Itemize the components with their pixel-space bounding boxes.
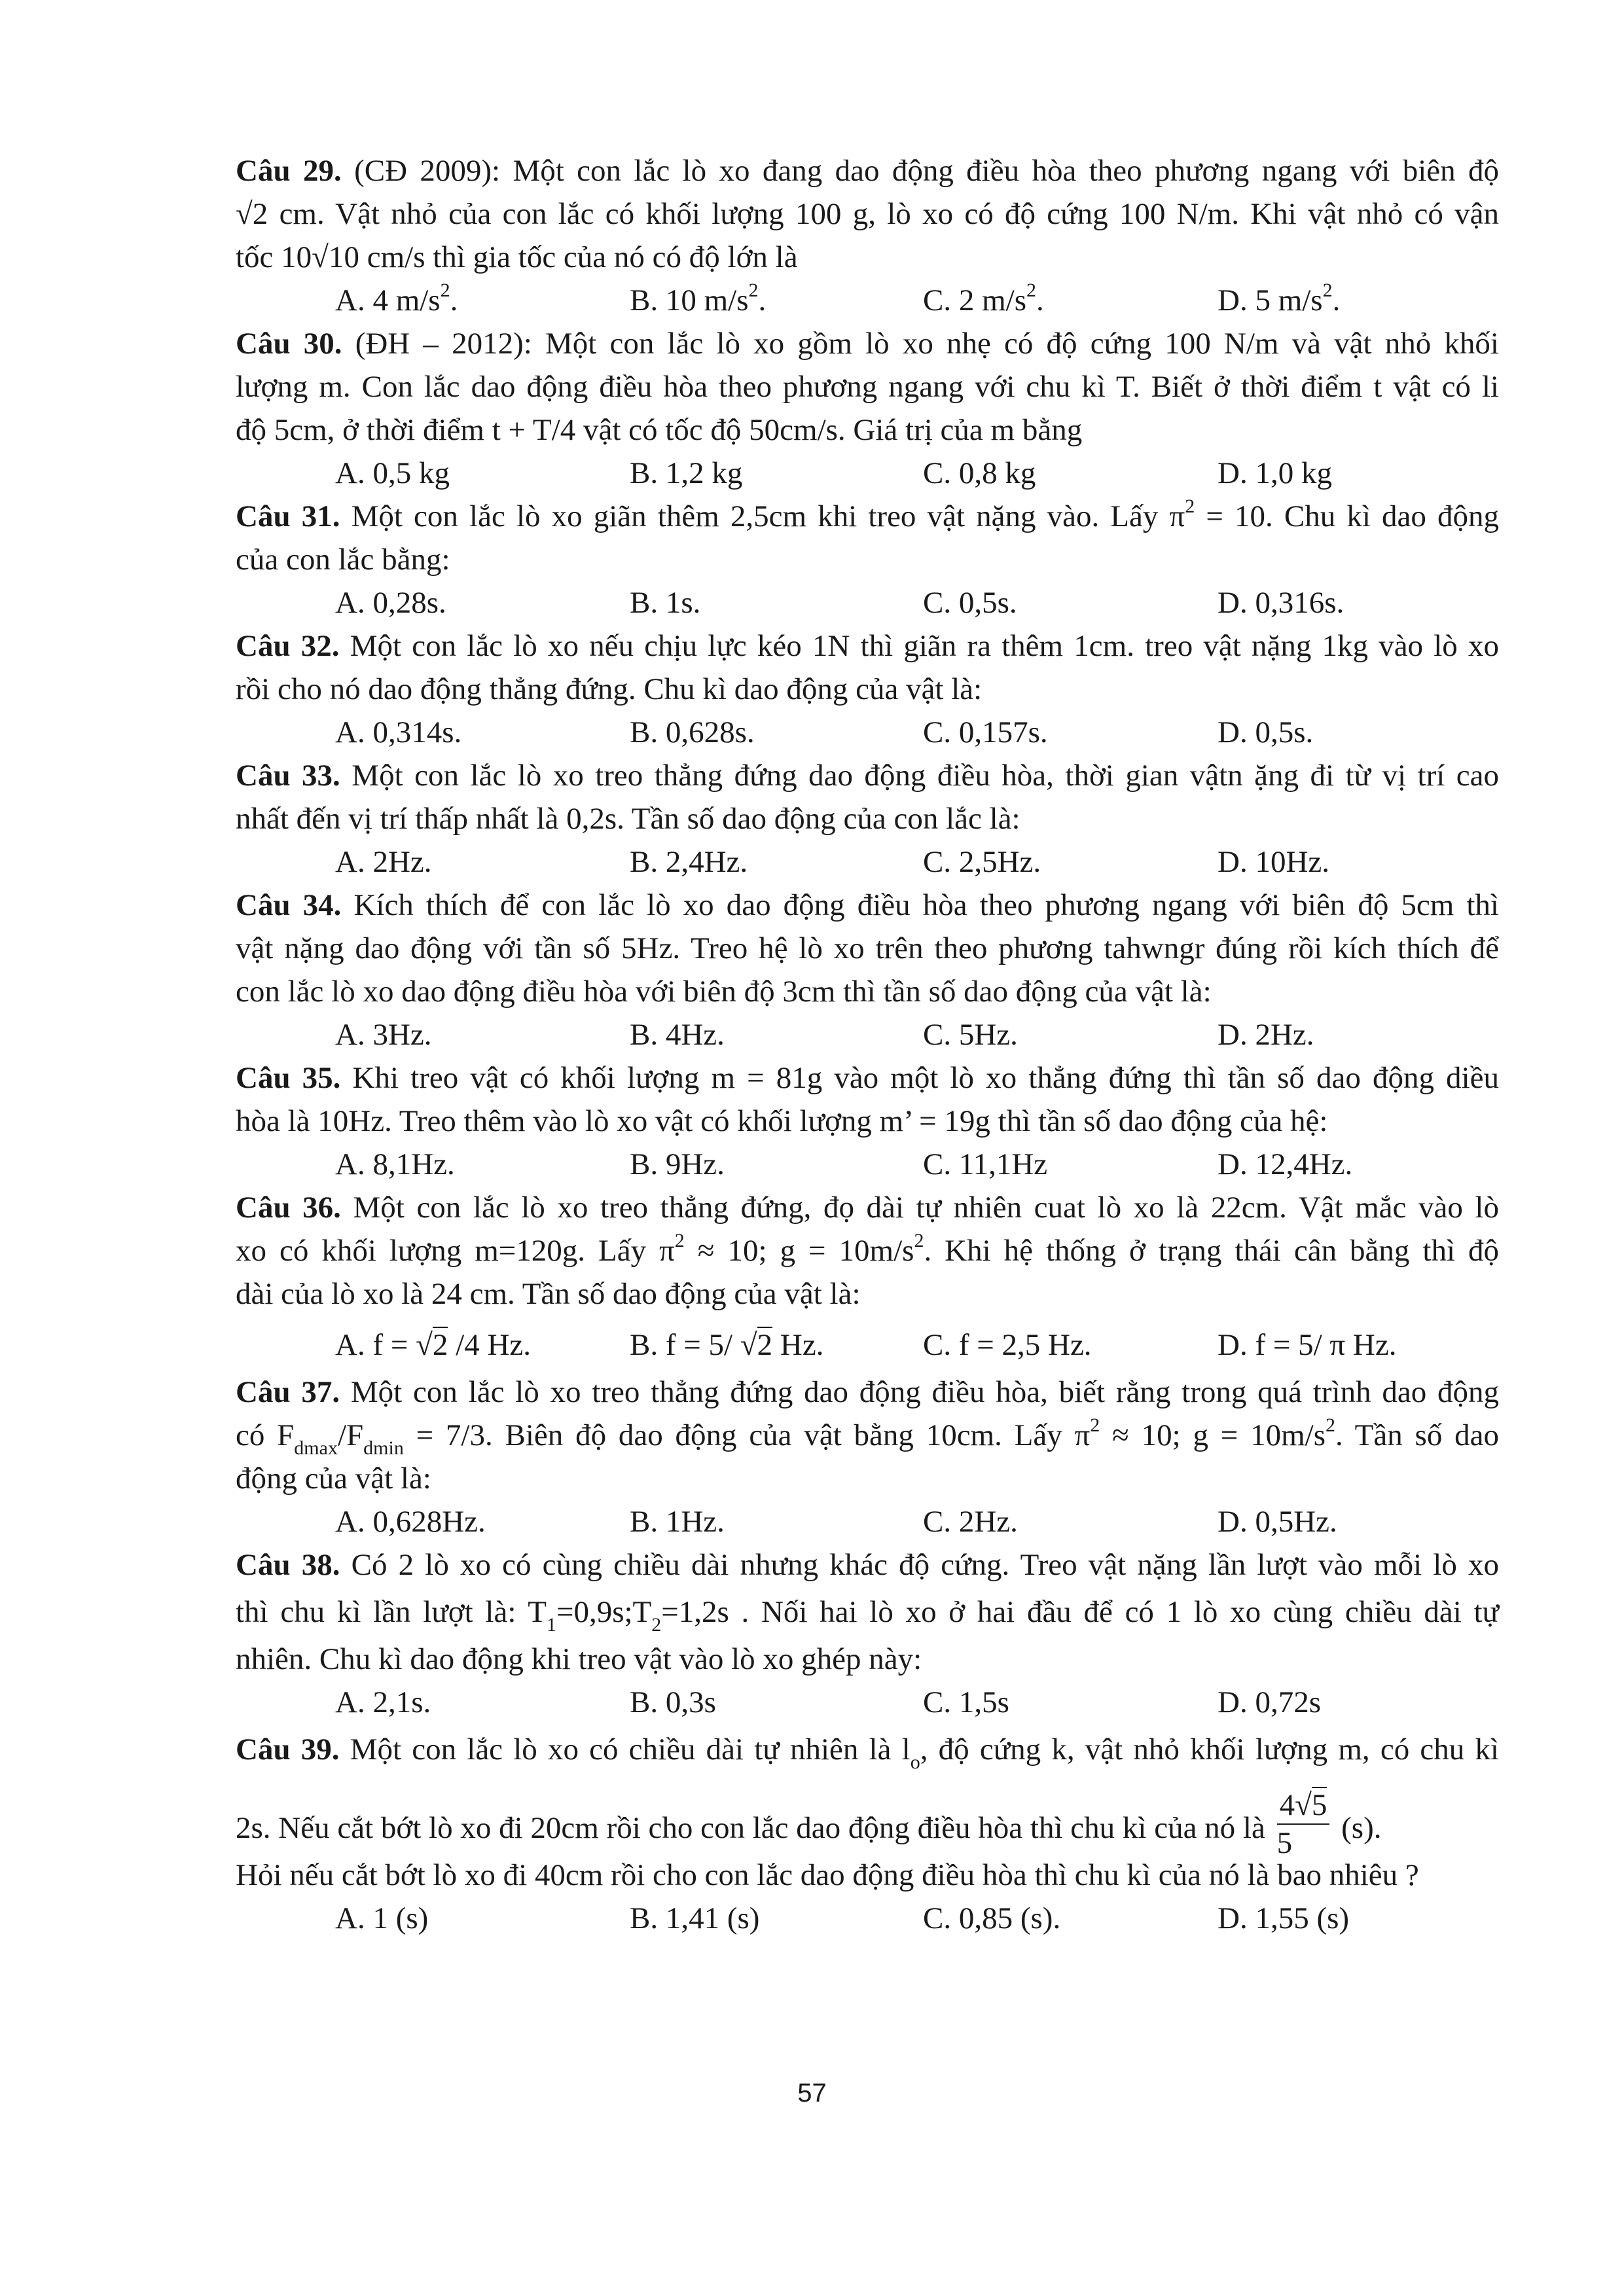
question-35-option-d: D. 12,4Hz.: [1218, 1147, 1353, 1181]
question-35-option-b: B. 9Hz.: [630, 1147, 725, 1181]
question-36-option-a: A. f = √2 /4 Hz.: [335, 1328, 532, 1362]
question-30-option-c: C. 0,8 kg: [923, 456, 1036, 490]
question-38-label: Câu 38.: [236, 1548, 340, 1582]
question-34-option-c: C. 5Hz.: [923, 1018, 1018, 1052]
question-33-option-a: A. 2Hz.: [335, 845, 432, 879]
question-34-option-d: D. 2Hz.: [1218, 1018, 1314, 1052]
question-32-option-d: D. 0,5s.: [1218, 715, 1314, 749]
question-34-option-b: B. 4Hz.: [630, 1018, 725, 1052]
question-37-option-a: A. 0,628Hz.: [335, 1505, 486, 1539]
question-35-option-a: A. 8,1Hz.: [335, 1147, 455, 1181]
question-39-option-a: A. 1 (s): [335, 1901, 429, 1935]
question-31-option-b: B. 1s.: [630, 586, 701, 620]
question-33-line-2: nhất đến vị trí thấp nhất là 0,2s. Tần số dao động của con lắc là:: [236, 802, 1020, 836]
question-36-option-c: C. f = 2,5 Hz.: [923, 1328, 1092, 1362]
question-30-text: (ĐH – 2012): Một con lắc lò xo gồm lò xo nhẹ có độ cứng 100 N/m và vật nhỏ khối: [342, 327, 1499, 361]
question-38-option-d: D. 0,72s: [1218, 1685, 1321, 1719]
question-31-option-a: A. 0,28s.: [335, 586, 446, 620]
period-fraction: $\frac{4√5}{5}$: [1277, 1787, 1330, 1861]
question-33-option-c: C. 2,5Hz.: [923, 845, 1041, 879]
question-37-line-1: Câu 37. Một con lắc lò xo treo thẳng đứng dao động điều hòa, biết rằng trong quá trình dao động: [236, 1375, 1499, 1409]
question-33-label: Câu 33.: [236, 759, 340, 793]
question-37-line-2: có $F_{dmax}/F_{dmin} = 7/3$. Biên độ dao động của vật bằng 10cm. Lấy $\pi^2 \approx 10$; $g = 10m/s^2$. Tần số dao: [236, 1414, 1499, 1460]
question-32-option-a: A. 0,314s.: [335, 715, 462, 749]
question-36-line-2: xo có khối lượng m=120g. Lấy $\pi^2 \approx 10$; $g = 10m/s^2$. Khi hệ thống ở trạng thái cân bằng thì độ: [236, 1230, 1499, 1268]
question-30-line-1: [236, 322, 1499, 365]
question-39-option-b: B. 1,41 (s): [630, 1901, 760, 1935]
question-34-line-2: vật nặng dao động với tần số 5Hz. Treo hệ lò xo trên theo phương tahwngr đúng rồi kích thích để: [236, 931, 1499, 965]
question-38-line-2: thì chu kì lần lượt là: $T_1=0,9s;T_2=1,2s$ . Nối hai lò xo ở hai đầu để có 1 lò xo cùng chiều dài tự: [236, 1595, 1499, 1636]
question-31-line-1: Câu 31. Một con lắc lò xo giãn thêm 2,5cm khi treo vật nặng vào. Lấy $\pi^2 = 10$. Chu kì dao động: [236, 495, 1499, 533]
question-29-line-1: [236, 149, 1499, 192]
question-30-option-a: A. 0,5 kg: [335, 456, 450, 490]
question-38-option-c: C. 1,5s: [923, 1685, 1009, 1719]
question-37-line-3: động của vật là:: [236, 1462, 431, 1496]
question-34-label: Câu 34.: [236, 888, 342, 922]
question-29-text: (CĐ 2009): Một con lắc lò xo đang dao động điều hòa theo phương ngang với biên độ: [341, 154, 1499, 188]
question-37-label: Câu 37.: [236, 1375, 340, 1409]
question-37-option-d: D. 0,5Hz.: [1218, 1505, 1337, 1539]
question-34-line-3: con lắc lò xo dao động điều hòa với biên độ 3cm thì tần số dao động của vật là:: [236, 975, 1212, 1009]
question-38-option-a: A. 2,1s.: [335, 1685, 431, 1719]
question-36-option-b: B. f = 5/ √2 Hz.: [630, 1328, 824, 1362]
question-29-option-c: C. 2 $m/s^2$.: [923, 279, 1044, 317]
question-36-line-3: dài của lò xo là 24 cm. Tần số dao động của vật là:: [236, 1277, 861, 1311]
question-37-option-c: C. 2Hz.: [923, 1505, 1018, 1539]
question-29-option-b: B. 10 $m/s^2$.: [630, 279, 767, 317]
question-32-label: Câu 32.: [236, 629, 340, 663]
question-36-option-d: D. f = 5/ π Hz.: [1218, 1328, 1397, 1362]
question-33-option-b: B. 2,4Hz.: [630, 845, 748, 879]
question-35-option-c: C. 11,1Hz: [923, 1147, 1048, 1181]
question-38-line-1: Câu 38. Có 2 lò xo có cùng chiều dài nhưng khác độ cứng. Treo vật nặng lần lượt vào mỗi lò xo: [236, 1548, 1499, 1582]
question-38-option-b: B. 0,3s: [630, 1685, 716, 1719]
question-39-option-d: D. 1,55 (s): [1218, 1901, 1350, 1935]
question-29-line-2: √2 cm. Vật nhỏ của con lắc có khối lượng 100 g, lò xo có độ cứng 100 N/m. Khi vật nhỏ có vận: [236, 197, 1499, 231]
question-31-option-d: D. 0,316s.: [1218, 586, 1344, 620]
question-30-option-d: D. 1,0 kg: [1218, 456, 1332, 490]
question-32-option-b: B. 0,628s.: [630, 715, 755, 749]
question-37-option-b: B. 1Hz.: [630, 1505, 725, 1539]
question-30-line-3: độ 5cm, ở thời điểm t + T/4 vật có tốc độ 50cm/s. Giá trị của m bằng: [236, 413, 1083, 447]
question-34-line-1: Câu 34. Kích thích để con lắc lò xo dao động điều hòa theo phương ngang với biên độ 5cm thì: [236, 888, 1499, 922]
question-30-line-2: lượng m. Con lắc dao động điều hòa theo phương ngang với chu kì T. Biết ở thời điểm t vật có li: [236, 370, 1499, 404]
question-39-line-1: Câu 39. Một con lắc lò xo có chiều dài tự nhiên là $l_o$, độ cứng k, vật nhỏ khối lượng m, có chu kì: [236, 1732, 1499, 1774]
question-38-line-3: nhiên. Chu kì dao động khi treo vật vào lò xo ghép này:: [236, 1642, 922, 1676]
question-39-label: Câu 39.: [236, 1732, 340, 1767]
question-32-line-1: Câu 32. Một con lắc lò xo nếu chịu lực kéo 1N thì giãn ra thêm 1cm. treo vật nặng 1kg vào lò xo: [236, 629, 1499, 663]
question-39-option-c: C. 0,85 (s).: [923, 1901, 1061, 1935]
question-29-line-3: tốc 10√10 cm/s thì gia tốc của nó có độ lớn là: [236, 240, 798, 274]
question-32-line-2: rồi cho nó dao động thẳng đứng. Chu kì dao động của vật là:: [236, 672, 983, 706]
question-29-option-d: D. 5 $m/s^2$.: [1218, 279, 1341, 317]
question-29-option-a: A. 4 $m/s^2$.: [335, 279, 458, 317]
question-31-line-2: của con lắc bằng:: [236, 543, 450, 577]
question-34-option-a: A. 3Hz.: [335, 1018, 432, 1052]
question-36-line-1: Câu 36. Một con lắc lò xo treo thẳng đứng, đọ dài tự nhiên cuat lò xo là 22cm. Vật mắc vào lò: [236, 1191, 1499, 1225]
question-32-option-c: C. 0,157s.: [923, 715, 1048, 749]
question-39-line-2: 2s. Nếu cắt bớt lò xo đi 20cm rồi cho con lắc dao động điều hòa thì chu kì của nó là $\frac{4√5}{5}$ (s).: [236, 1788, 1382, 1860]
question-31-option-c: C. 0,5s.: [923, 586, 1017, 620]
question-35-line-2: hòa là 10Hz. Treo thêm vào lò xo vật có khối lượng m’ = 19g thì tần số dao động của hệ:: [236, 1104, 1328, 1138]
question-35-label: Câu 35.: [236, 1061, 341, 1095]
question-35-line-1: Câu 35. Khi treo vật có khối lượng m = 81g vào một lò xo thẳng đứng thì tần số dao động diều: [236, 1061, 1499, 1095]
question-30-option-b: B. 1,2 kg: [630, 456, 743, 490]
question-33-line-1: Câu 33. Một con lắc lò xo treo thẳng đứng dao động điều hòa, thời gian vậtn ặng đi từ vị trí cao: [236, 759, 1499, 793]
page-number: 57: [797, 2079, 827, 2108]
question-31-label: Câu 31.: [236, 499, 340, 533]
question-33-option-d: D. 10Hz.: [1218, 845, 1329, 879]
question-30-label: Câu 30.: [236, 327, 342, 361]
question-39-line-3: Hỏi nếu cắt bớt lò xo đi 40cm rồi cho con lắc dao động điều hòa thì chu kì của nó là bao nhiêu ?: [236, 1858, 1419, 1892]
question-29-label: Câu 29.: [236, 154, 342, 188]
question-36-label: Câu 36.: [236, 1191, 341, 1225]
